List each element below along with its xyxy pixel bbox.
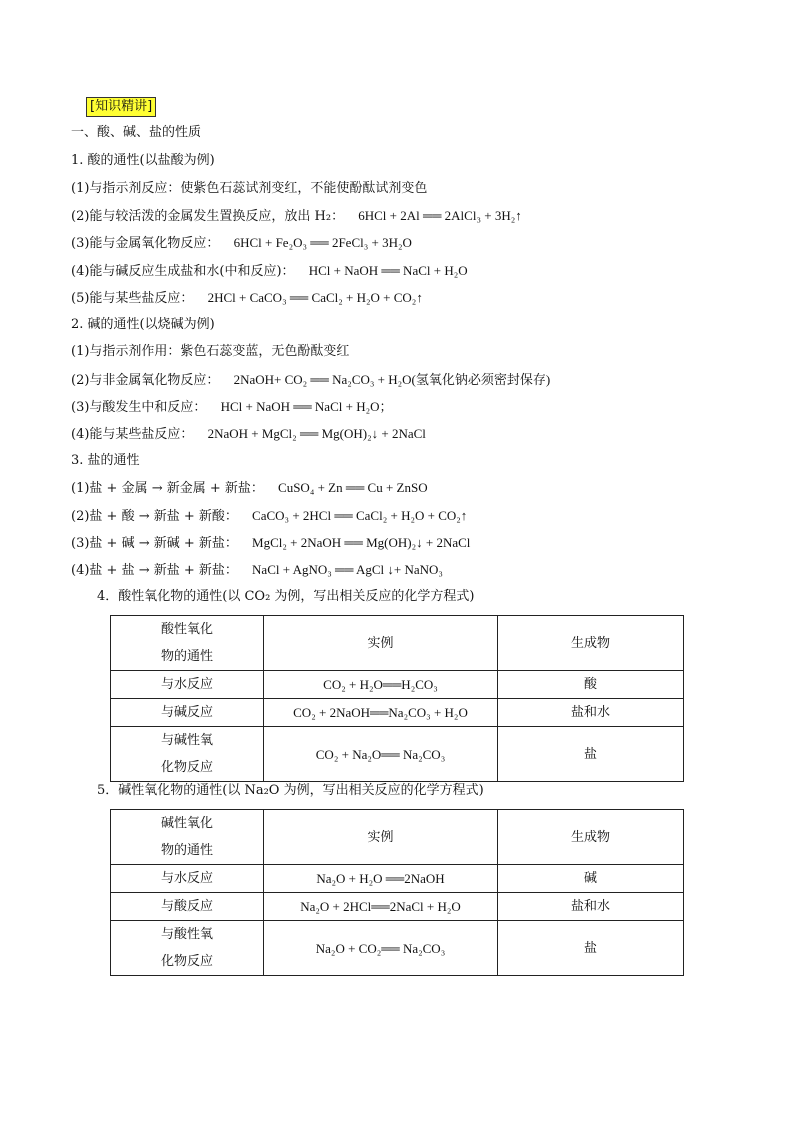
table-cell-example: CO₂ + Na₂O══ Na₂CO₃	[264, 727, 498, 782]
prop-line: 化物反应	[160, 954, 213, 969]
acid-item-text: (1)与指示剂反应：使紫色石蕊试剂变红，不能使酚酞试剂变色	[71, 181, 428, 196]
base-item-text: (3)与酸发生中和反应：	[71, 400, 207, 415]
table-row	[111, 727, 684, 782]
table-cell-product: 盐和水	[498, 699, 684, 727]
table-cell-product: 酸	[498, 671, 684, 699]
base-item	[71, 398, 393, 417]
table-row	[111, 893, 684, 921]
header-line: 物的通性	[160, 843, 213, 858]
table-header-row	[111, 616, 684, 671]
header-line: 碱性氧化	[160, 816, 213, 831]
salt-item-equation: CaCO₃ + 2HCl ══ CaCl₂ + H₂O + CO₂↑	[252, 508, 468, 523]
acid-item	[71, 289, 423, 308]
acid-item	[71, 262, 468, 281]
salt-item	[71, 479, 428, 498]
table-cell-prop	[111, 921, 264, 976]
table-cell-example: Na₂O + CO₂══ Na₂CO₃	[264, 921, 498, 976]
acid-item	[71, 234, 412, 253]
base-item	[71, 425, 426, 444]
base-item-text: (4)能与某些盐反应：	[71, 427, 194, 442]
acid-item-text: (5)能与某些盐反应：	[71, 291, 194, 306]
base-item-equation: 2NaOH+ CO₂ ══ Na₂CO₃ + H₂O(氢氧化钠必须密封保存)	[233, 372, 551, 387]
table-header-cell: 实例	[264, 810, 498, 865]
table-row	[111, 671, 684, 699]
table-cell-example: CO₂ + H₂O══H₂CO₃	[264, 671, 498, 699]
table-row	[111, 921, 684, 976]
salt-item-text: (1)盐 + 金属 → 新金属 + 新盐：	[71, 481, 264, 496]
acid-item	[71, 207, 522, 226]
table-cell-product: 盐	[498, 921, 684, 976]
table-header-cell	[111, 616, 264, 671]
acid-heading: 1. 酸的通性(以盐酸为例)	[71, 153, 215, 168]
table-header-row	[111, 810, 684, 865]
acid-item-equation: HCl + NaOH ══ NaCl + H₂O	[308, 263, 468, 278]
salt-item-text: (3)盐 + 碱 → 新碱 + 新盐：	[71, 536, 238, 551]
table-header-cell: 实例	[264, 616, 498, 671]
table-cell-product: 盐	[498, 727, 684, 782]
prop-line: 与酸性氧	[160, 927, 213, 942]
header-line: 物的通性	[160, 649, 213, 664]
section-title: 一、酸、碱、盐的性质	[71, 125, 202, 140]
salt-heading: 3. 盐的通性	[71, 453, 140, 468]
header-line: 酸性氧化	[160, 622, 213, 637]
table-cell-product: 盐和水	[498, 893, 684, 921]
acidic-oxide-table	[110, 615, 684, 782]
acid-item	[71, 180, 427, 198]
base-item-text: (2)与非金属氧化物反应：	[71, 373, 220, 388]
table-row	[111, 699, 684, 727]
salt-item-text: (4)盐 + 盐 → 新盐 + 新盐：	[71, 563, 238, 578]
salt-item-equation: CuSO₄ + Zn ══ Cu + ZnSO	[278, 480, 428, 495]
base-heading: 2. 碱的通性(以烧碱为例)	[71, 317, 215, 332]
base-item-equation: 2NaOH + MgCl₂ ══ Mg(OH)₂↓ + 2NaCl	[207, 426, 426, 441]
table-cell-prop	[111, 727, 264, 782]
table-cell-prop: 与水反应	[111, 671, 264, 699]
basic-oxide-caption: 5．碱性氧化物的通性(以 Na₂O 为例，写出相关反应的化学方程式)	[97, 783, 484, 798]
salt-item-equation: NaCl + AgNO₃ ══ AgCl ↓+ NaNO₃	[252, 562, 443, 577]
basic-oxide-table	[110, 809, 684, 976]
knowledge-tag: [知识精讲]	[86, 97, 156, 117]
table-cell-example: CO₂ + 2NaOH══Na₂CO₃ + H₂O	[264, 699, 498, 727]
acidic-oxide-caption: 4．酸性氧化物的通性(以 CO₂ 为例，写出相关反应的化学方程式)	[97, 589, 475, 604]
prop-line: 化物反应	[160, 760, 213, 775]
salt-item	[71, 507, 467, 526]
table-cell-example: Na₂O + 2HCl══2NaCl + H₂O	[264, 893, 498, 921]
prop-line: 与碱性氧	[160, 733, 213, 748]
table-row	[111, 865, 684, 893]
table-cell-prop: 与碱反应	[111, 699, 264, 727]
acid-item-text: (3)能与金属氧化物反应：	[71, 236, 220, 251]
base-item-text: (1)与指示剂作用：紫色石蕊变蓝，无色酚酞变红	[71, 344, 350, 359]
table-cell-prop: 与水反应	[111, 865, 264, 893]
salt-item-equation: MgCl₂ + 2NaOH ══ Mg(OH)₂↓ + 2NaCl	[252, 535, 471, 550]
salt-item-text: (2)盐 + 酸 → 新盐 + 新酸：	[71, 509, 238, 524]
table-header-cell	[111, 810, 264, 865]
table-header-cell: 生成物	[498, 616, 684, 671]
acid-item-equation: 2HCl + CaCO₃ ══ CaCl₂ + H₂O + CO₂↑	[207, 290, 423, 305]
acid-item-text: (2)能与较活泼的金属发生置换反应，放出 H₂：	[71, 209, 345, 224]
base-item-equation: HCl + NaOH ══ NaCl + H₂O；	[220, 399, 393, 414]
acid-item-equation: 6HCl + Fe₂O₃ ══ 2FeCl₃ + 3H₂O	[233, 235, 412, 250]
acid-item-equation: 6HCl + 2Al ══ 2AlCl₃ + 3H₂↑	[358, 208, 522, 223]
base-item	[71, 343, 349, 361]
table-cell-product: 碱	[498, 865, 684, 893]
base-item	[71, 371, 550, 390]
table-header-cell: 生成物	[498, 810, 684, 865]
table-cell-example: Na₂O + H₂O ══2NaOH	[264, 865, 498, 893]
table-cell-prop: 与酸反应	[111, 893, 264, 921]
acid-item-text: (4)能与碱反应生成盐和水(中和反应)：	[71, 264, 295, 279]
salt-item	[71, 534, 470, 553]
salt-item	[71, 561, 443, 580]
